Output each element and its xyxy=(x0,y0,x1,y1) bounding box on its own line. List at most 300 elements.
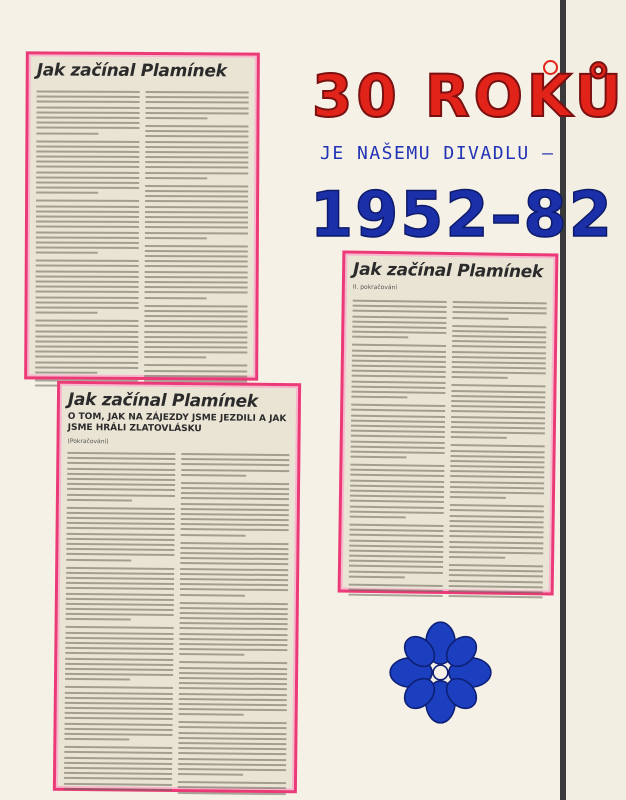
text-column xyxy=(144,91,248,372)
clipping-tag: (Pokračování) xyxy=(67,437,109,446)
text-line xyxy=(178,747,286,750)
text-line xyxy=(351,430,445,433)
text-line xyxy=(145,130,248,133)
text-line xyxy=(64,777,172,780)
diacritic-ring xyxy=(543,60,558,75)
text-line xyxy=(35,366,138,369)
text-line xyxy=(36,200,139,203)
text-line xyxy=(65,728,173,731)
text-line xyxy=(36,192,98,194)
text-line xyxy=(145,156,248,159)
text-line xyxy=(352,370,446,373)
text-line xyxy=(65,652,173,655)
text-line xyxy=(64,767,172,770)
text-line xyxy=(36,156,139,159)
text-line xyxy=(145,151,248,154)
text-line xyxy=(67,467,175,470)
text-line xyxy=(451,410,545,413)
text-line xyxy=(145,226,248,229)
clipping-headline: Jak začínal Plamínek xyxy=(36,60,227,82)
text-line xyxy=(181,513,289,516)
text-line xyxy=(179,708,287,711)
clipping-tag: II. pokračování xyxy=(352,283,398,292)
text-line xyxy=(352,336,408,339)
text-line xyxy=(452,335,546,338)
text-line xyxy=(451,416,545,419)
text-line xyxy=(451,436,507,439)
text-line xyxy=(450,475,544,478)
text-line xyxy=(67,512,175,515)
text-line xyxy=(181,523,289,526)
text-column xyxy=(178,453,289,784)
text-line xyxy=(349,570,443,573)
text-line xyxy=(65,697,173,700)
text-line xyxy=(181,518,289,521)
text-line xyxy=(449,535,543,538)
text-line xyxy=(144,351,247,354)
text-line xyxy=(66,618,131,621)
text-line xyxy=(36,301,139,304)
text-line xyxy=(449,530,543,533)
text-line xyxy=(181,497,289,500)
text-line xyxy=(351,419,445,422)
text-line xyxy=(37,106,140,109)
text-line xyxy=(36,221,139,224)
text-line xyxy=(64,772,172,775)
text-line xyxy=(65,722,173,725)
text-line xyxy=(145,161,248,164)
text-line xyxy=(352,331,446,334)
text-line xyxy=(146,107,249,110)
text-line xyxy=(351,404,445,407)
text-line xyxy=(178,781,286,784)
text-line xyxy=(36,215,139,218)
text-line xyxy=(350,469,444,472)
text-line xyxy=(451,431,545,434)
text-line xyxy=(145,206,248,209)
text-line xyxy=(180,583,288,586)
text-line xyxy=(67,488,175,491)
text-line xyxy=(181,492,289,495)
text-line xyxy=(145,177,207,179)
text-line xyxy=(66,626,174,629)
clipping-1 xyxy=(24,51,260,380)
text-line xyxy=(37,90,140,93)
text-line xyxy=(180,552,288,555)
anniversary-years: 1952–82 xyxy=(310,178,614,251)
text-line xyxy=(36,247,139,250)
text-line xyxy=(450,496,506,499)
text-line xyxy=(452,356,546,359)
text-line xyxy=(350,524,444,527)
text-line xyxy=(350,464,444,467)
text-line xyxy=(180,617,288,620)
text-line xyxy=(35,325,138,328)
text-line xyxy=(449,556,505,559)
text-line xyxy=(36,166,139,169)
text-line xyxy=(353,310,447,313)
text-line xyxy=(178,763,286,766)
text-line xyxy=(37,116,140,119)
text-line xyxy=(36,176,139,179)
text-line xyxy=(350,500,444,503)
text-line xyxy=(351,435,445,438)
text-line xyxy=(36,291,139,294)
text-line xyxy=(144,356,206,358)
text-line xyxy=(65,707,173,710)
text-line xyxy=(349,594,443,597)
text-line xyxy=(452,351,546,354)
text-line xyxy=(36,161,139,164)
text-line xyxy=(67,493,175,496)
text-line xyxy=(66,572,174,575)
text-line xyxy=(352,320,446,323)
text-line xyxy=(146,117,208,119)
text-line xyxy=(452,330,546,333)
text-line xyxy=(178,752,286,755)
text-line xyxy=(66,577,174,580)
text-line xyxy=(451,444,545,447)
text-line xyxy=(350,516,406,519)
text-line xyxy=(352,349,446,352)
text-line xyxy=(180,573,288,576)
text-line xyxy=(144,325,247,328)
text-line xyxy=(144,370,247,373)
text-line xyxy=(179,677,287,680)
text-line xyxy=(352,380,446,383)
text-line xyxy=(145,185,248,188)
text-line xyxy=(349,534,443,537)
clipping-headline: Jak začínal Plamínek xyxy=(352,259,544,283)
text-line xyxy=(449,595,543,598)
text-line xyxy=(66,558,131,561)
text-line xyxy=(64,782,172,785)
text-line xyxy=(351,440,445,443)
text-line xyxy=(449,564,543,567)
text-line xyxy=(179,721,287,724)
text-line xyxy=(35,361,138,364)
text-line xyxy=(449,574,543,577)
text-line xyxy=(36,296,139,299)
text-line xyxy=(179,653,244,656)
text-line xyxy=(145,146,248,149)
text-line xyxy=(179,703,287,706)
text-line xyxy=(35,330,138,333)
text-line xyxy=(67,522,175,525)
text-line xyxy=(180,622,288,625)
text-line xyxy=(145,200,248,203)
text-line xyxy=(179,643,287,646)
text-line xyxy=(145,265,248,268)
text-line xyxy=(450,525,544,528)
text-line xyxy=(36,265,139,268)
text-line xyxy=(67,478,175,481)
clipping-body xyxy=(64,452,289,784)
text-line xyxy=(145,135,248,138)
text-line xyxy=(144,336,247,339)
clipping-body xyxy=(35,90,248,371)
text-line xyxy=(449,551,543,554)
text-line xyxy=(449,590,543,593)
text-column xyxy=(349,300,447,585)
text-line xyxy=(66,592,174,595)
text-line xyxy=(36,150,139,153)
text-line xyxy=(178,773,243,776)
text-line xyxy=(65,691,173,694)
text-line xyxy=(452,361,546,364)
text-line xyxy=(65,686,173,689)
text-line xyxy=(180,594,245,597)
text-column xyxy=(64,452,175,783)
text-line xyxy=(180,612,288,615)
text-line xyxy=(37,96,140,99)
text-line xyxy=(453,311,547,314)
text-line xyxy=(67,532,175,535)
text-line xyxy=(179,693,287,696)
text-line xyxy=(352,344,446,347)
text-line xyxy=(145,232,248,235)
text-line xyxy=(450,515,544,518)
text-line xyxy=(66,613,174,616)
text-line xyxy=(179,726,287,729)
text-line xyxy=(66,598,174,601)
text-line xyxy=(452,371,546,374)
text-line xyxy=(178,768,286,771)
text-line xyxy=(145,172,248,175)
text-line xyxy=(450,504,544,507)
text-line xyxy=(65,678,130,681)
text-line xyxy=(145,216,248,219)
text-line xyxy=(66,631,174,634)
text-line xyxy=(36,210,139,213)
text-line xyxy=(349,539,443,542)
text-line xyxy=(145,211,248,214)
text-line xyxy=(145,237,207,239)
text-line xyxy=(180,633,288,636)
text-line xyxy=(36,306,139,309)
text-line xyxy=(349,555,443,558)
text-line xyxy=(452,317,508,320)
text-line xyxy=(351,414,445,417)
text-line xyxy=(146,91,249,94)
text-line xyxy=(353,305,447,308)
text-line xyxy=(36,236,139,239)
text-line xyxy=(350,495,444,498)
text-line xyxy=(449,541,543,544)
text-line xyxy=(450,460,544,463)
text-line xyxy=(36,140,139,143)
text-line xyxy=(349,583,443,586)
text-line xyxy=(65,717,173,720)
text-line xyxy=(351,456,407,459)
text-line xyxy=(449,569,543,572)
text-line xyxy=(449,580,543,583)
text-line xyxy=(451,400,545,403)
clipping-2 xyxy=(338,251,559,596)
text-line xyxy=(352,360,446,363)
text-line xyxy=(36,275,139,278)
text-line xyxy=(36,187,139,190)
clipping-body xyxy=(349,300,547,587)
text-line xyxy=(351,425,445,428)
text-line xyxy=(181,487,289,490)
text-line xyxy=(36,260,139,263)
text-line xyxy=(350,479,444,482)
text-line xyxy=(452,325,546,328)
text-line xyxy=(449,585,543,588)
text-line xyxy=(64,788,172,791)
text-line xyxy=(36,171,139,174)
text-line xyxy=(350,490,444,493)
text-line xyxy=(35,356,138,359)
text-line xyxy=(36,205,139,208)
text-line xyxy=(36,181,139,184)
text-line xyxy=(67,527,175,530)
text-line xyxy=(178,792,286,795)
text-line xyxy=(179,698,287,701)
text-line xyxy=(66,543,174,546)
text-line xyxy=(145,141,248,144)
text-line xyxy=(349,565,443,568)
text-line xyxy=(64,756,172,759)
text-line xyxy=(178,758,286,761)
text-line xyxy=(351,451,445,454)
text-line xyxy=(349,529,443,532)
text-line xyxy=(351,409,445,412)
text-line xyxy=(451,455,545,458)
text-line xyxy=(179,687,287,690)
text-line xyxy=(450,491,544,494)
text-line xyxy=(65,712,173,715)
text-line xyxy=(67,507,175,510)
text-line xyxy=(65,657,173,660)
text-line xyxy=(65,637,173,640)
text-line xyxy=(181,482,289,485)
text-line xyxy=(36,132,98,134)
text-line xyxy=(66,548,174,551)
text-line xyxy=(180,602,288,605)
text-line xyxy=(145,190,248,193)
text-line xyxy=(451,421,545,424)
text-line xyxy=(179,682,287,685)
text-line xyxy=(450,509,544,512)
text-line xyxy=(145,260,248,263)
text-line xyxy=(66,538,174,541)
text-line xyxy=(145,221,248,224)
text-line xyxy=(145,250,248,253)
text-line xyxy=(351,396,407,399)
text-line xyxy=(349,544,443,547)
text-line xyxy=(180,562,288,565)
text-line xyxy=(145,166,248,169)
text-line xyxy=(145,305,248,308)
text-line xyxy=(145,271,248,274)
text-line xyxy=(451,395,545,398)
text-line xyxy=(181,528,289,531)
text-line xyxy=(144,331,247,334)
text-line xyxy=(351,385,445,388)
text-line xyxy=(452,340,546,343)
text-line xyxy=(67,499,132,502)
text-line xyxy=(35,312,97,314)
text-line xyxy=(180,557,288,560)
text-line xyxy=(180,542,288,545)
text-line xyxy=(451,390,545,393)
text-line xyxy=(35,335,138,338)
text-line xyxy=(179,713,244,716)
text-line xyxy=(451,450,545,453)
text-line xyxy=(451,405,545,408)
text-line xyxy=(144,320,247,323)
text-line xyxy=(179,648,287,651)
text-line xyxy=(180,588,288,591)
text-line xyxy=(67,457,175,460)
text-line xyxy=(178,742,286,745)
text-line xyxy=(145,286,248,289)
clipping-3 xyxy=(53,381,301,794)
text-line xyxy=(145,195,248,198)
text-line xyxy=(66,553,174,556)
text-line xyxy=(35,346,138,349)
text-line xyxy=(145,281,248,284)
text-line xyxy=(450,520,544,523)
text-line xyxy=(66,608,174,611)
clipping-headline: Jak začínal Plamínek xyxy=(67,389,258,412)
text-line xyxy=(66,566,174,569)
text-line xyxy=(145,125,248,128)
text-line xyxy=(351,391,445,394)
text-line xyxy=(66,582,174,585)
text-line xyxy=(145,255,248,258)
text-line xyxy=(180,607,288,610)
text-line xyxy=(352,354,446,357)
text-line xyxy=(35,320,138,323)
text-line xyxy=(144,315,247,318)
text-line xyxy=(452,384,546,387)
text-line xyxy=(36,231,139,234)
text-column xyxy=(449,301,547,586)
text-line xyxy=(181,503,289,506)
text-line xyxy=(64,738,129,741)
text-line xyxy=(144,364,247,367)
text-line xyxy=(146,112,249,115)
text-line xyxy=(35,351,138,354)
text-line xyxy=(349,560,443,563)
text-line xyxy=(181,453,289,456)
text-line xyxy=(144,341,247,344)
text-line xyxy=(181,458,289,461)
text-line xyxy=(349,575,405,578)
text-column xyxy=(35,90,139,371)
text-line xyxy=(144,346,247,349)
anniversary-subtitle: JE NAŠEMU DIVADLU – xyxy=(320,143,555,164)
flower-icon xyxy=(388,620,493,725)
text-line xyxy=(181,474,246,477)
text-line xyxy=(64,751,172,754)
text-line xyxy=(181,463,289,466)
text-line xyxy=(181,508,289,511)
text-line xyxy=(36,145,139,148)
text-line xyxy=(453,301,547,304)
text-line xyxy=(36,252,98,254)
text-line xyxy=(36,122,139,125)
text-line xyxy=(64,733,172,736)
text-line xyxy=(450,486,544,489)
text-line xyxy=(450,481,544,484)
text-line xyxy=(178,786,286,789)
text-line xyxy=(178,737,286,740)
text-line xyxy=(179,672,287,675)
